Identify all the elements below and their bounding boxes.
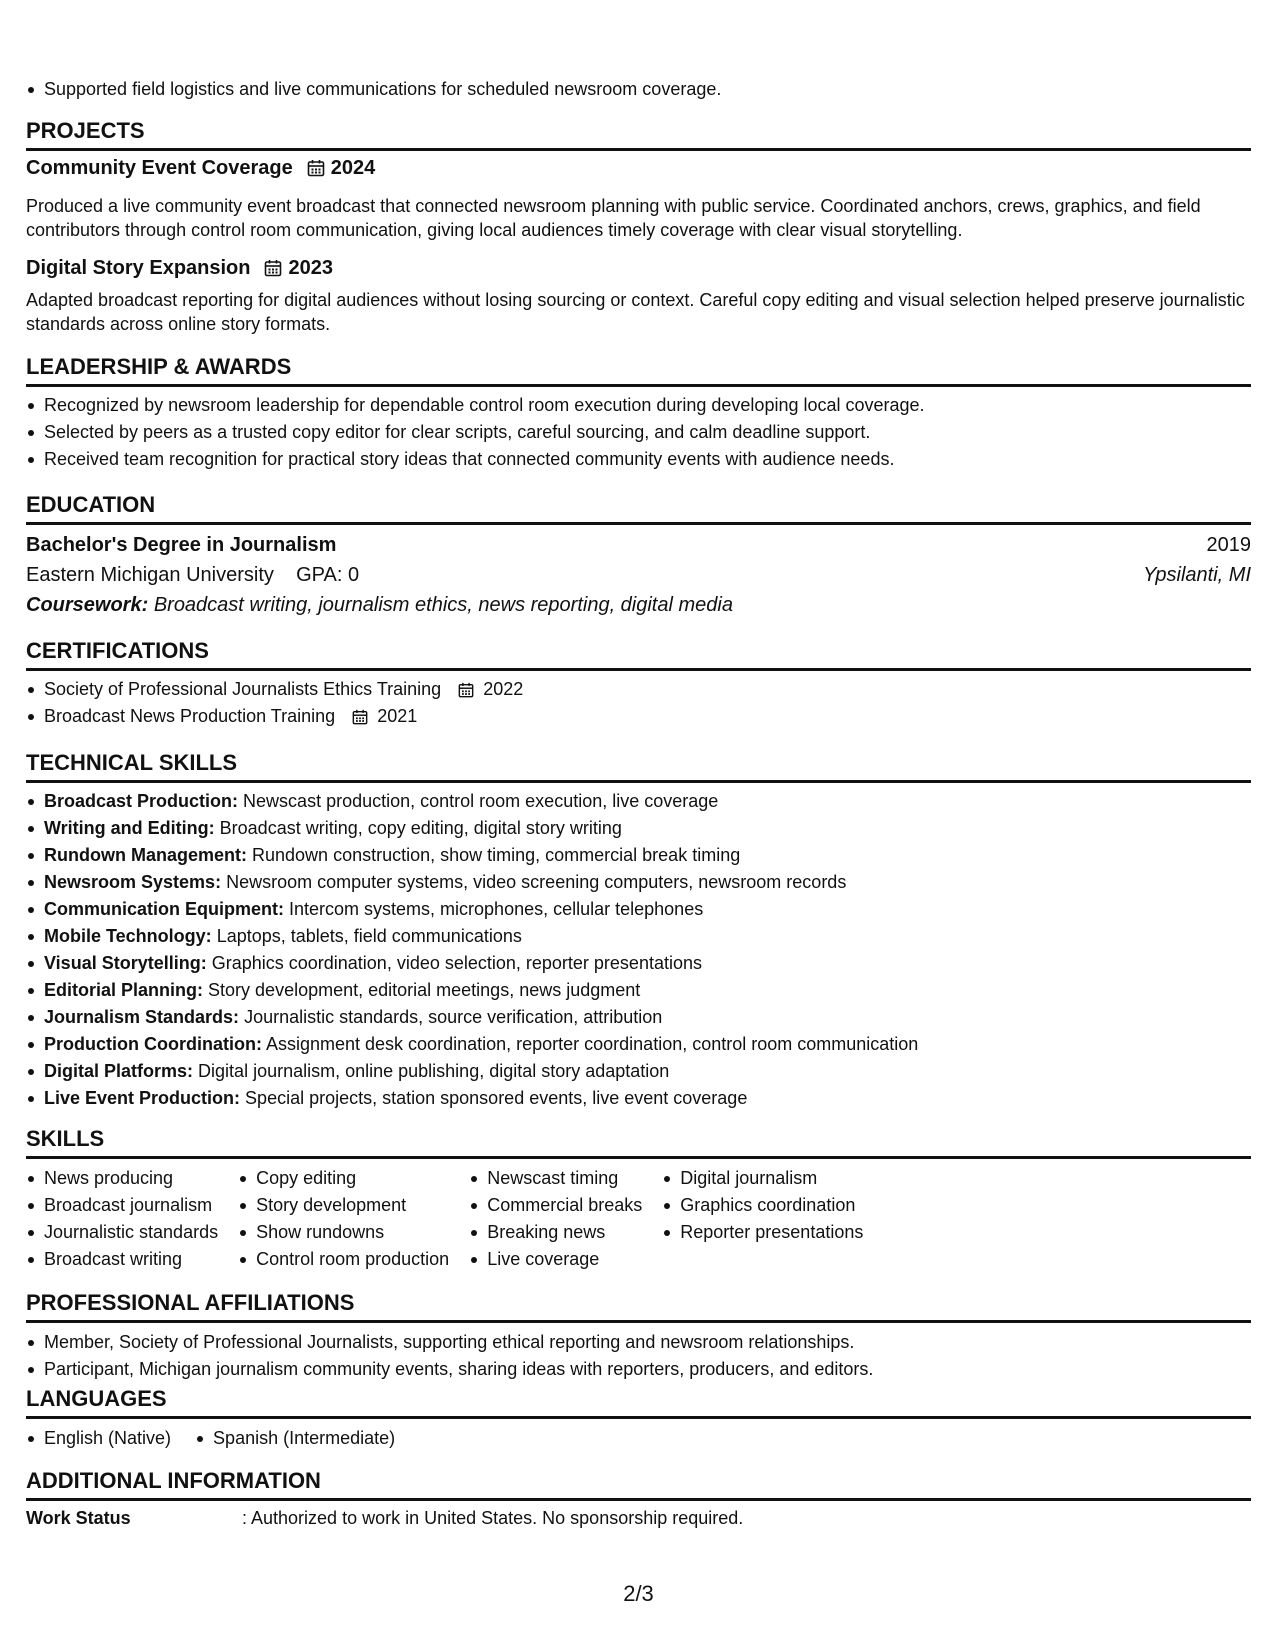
certification-name: Broadcast News Production Training	[44, 706, 336, 726]
skill-value: Newsroom computer systems, video screening computers, newsroom records	[226, 872, 847, 892]
list-item: Broadcast writing	[26, 1246, 218, 1273]
list-item	[26, 815, 918, 842]
list-item: Member, Society of Professional Journalists, supporting ethical reporting and newsroom relationships.	[26, 1329, 873, 1356]
project-name: Community Event Coverage	[26, 157, 293, 179]
section-heading-affiliations: PROFESSIONAL AFFILIATIONS	[26, 1290, 1251, 1323]
skill-value: Journalistic standards, source verification, attribution	[244, 1007, 663, 1027]
work-status-value: : Authorized to work in United States. No sponsorship required.	[242, 1508, 744, 1528]
affiliations-list	[26, 1329, 873, 1383]
list-item: Received team recognition for practical story ideas that connected community events with audience needs.	[26, 446, 925, 473]
list-item	[26, 923, 918, 950]
project-year: 2024	[330, 157, 376, 179]
project-title	[26, 155, 375, 181]
section-heading-education: EDUCATION	[26, 492, 1251, 525]
skills-columns	[26, 1165, 883, 1273]
skill-label: Journalism Standards:	[44, 1007, 240, 1027]
project-name: Digital Story Expansion	[26, 257, 251, 279]
list-item: Show rundowns	[238, 1219, 449, 1246]
page-number: 2/3	[623, 1581, 654, 1606]
list-item: Participant, Michigan journalism community events, sharing ideas with reporters, producers, and editors.	[26, 1356, 873, 1383]
school-name: Eastern Michigan University	[26, 564, 274, 586]
list-item: Story development	[238, 1192, 449, 1219]
project-year: 2023	[288, 257, 333, 279]
list-item: Spanish (Intermediate)	[195, 1425, 395, 1452]
list-item	[26, 842, 918, 869]
calendar-icon	[307, 159, 325, 177]
list-item: Recognized by newsroom leadership for dependable control room execution during developing local coverage.	[26, 392, 925, 419]
skill-label: Rundown Management:	[44, 845, 247, 865]
list-item: Breaking news	[469, 1219, 642, 1246]
list-item: Digital journalism	[662, 1165, 863, 1192]
list-item	[26, 1085, 918, 1112]
resume-page	[26, 0, 1251, 1650]
skill-value: Intercom systems, microphones, cellular telephones	[289, 899, 704, 919]
school-info	[26, 561, 359, 589]
certification-year: 2021	[377, 706, 418, 726]
list-item: Journalistic standards	[26, 1219, 218, 1246]
coursework-value: Broadcast writing, journalism ethics, news reporting, digital media	[153, 594, 733, 616]
certification-year: 2022	[483, 679, 524, 699]
skill-label: Broadcast Production:	[44, 791, 239, 811]
list-item: Commercial breaks	[469, 1192, 642, 1219]
section-heading-languages: LANGUAGES	[26, 1386, 1251, 1419]
skill-label: Writing and Editing:	[44, 818, 215, 838]
list-item	[26, 788, 918, 815]
list-item: News producing	[26, 1165, 218, 1192]
list-item	[26, 977, 918, 1004]
coursework	[26, 591, 733, 619]
work-status-label: Work Status	[26, 1508, 131, 1528]
school-location: Ypsilanti, MI	[1143, 564, 1251, 586]
graduation-year: 2019	[1206, 534, 1251, 556]
list-item	[26, 703, 523, 730]
leadership-list	[26, 392, 925, 473]
gpa: GPA: 0	[296, 564, 360, 586]
list-item: Copy editing	[238, 1165, 449, 1192]
skill-label: Live Event Production:	[44, 1088, 241, 1108]
list-item: Control room production	[238, 1246, 449, 1273]
section-heading-technical-skills: TECHNICAL SKILLS	[26, 750, 1251, 783]
project-title	[26, 255, 333, 281]
list-item	[26, 869, 918, 896]
list-item	[26, 950, 918, 977]
skills-column	[238, 1165, 449, 1273]
list-item: Newscast timing	[469, 1165, 642, 1192]
skills-column	[26, 1165, 218, 1273]
calendar-icon	[352, 709, 368, 725]
list-item	[26, 1004, 918, 1031]
skill-value: Laptops, tablets, field communications	[216, 926, 522, 946]
skill-label: Visual Storytelling:	[44, 953, 207, 973]
calendar-icon	[458, 682, 474, 698]
skill-value: Special projects, station sponsored events, live event coverage	[245, 1088, 748, 1108]
skill-label: Digital Platforms:	[44, 1061, 194, 1081]
skill-value: Rundown construction, show timing, commercial break timing	[252, 845, 741, 865]
technical-skills-list	[26, 788, 918, 1112]
list-item	[26, 676, 523, 703]
project-description: Produced a live community event broadcast that connected newsroom planning with public service. Coordinated anchors, crews, graphics, and field contributors through control room communication, giving local audiences timely coverage with clear visual storytelling.	[26, 196, 1201, 240]
section-heading-skills: SKILLS	[26, 1126, 1251, 1159]
certifications-list	[26, 676, 523, 730]
skill-value: Newscast production, control room execution, live coverage	[243, 791, 719, 811]
education-degree-row	[26, 531, 1251, 559]
education-school-row	[26, 561, 1251, 589]
skill-value: Broadcast writing, copy editing, digital story writing	[219, 818, 622, 838]
skills-column	[469, 1165, 642, 1273]
coursework-label: Coursework:	[26, 594, 149, 616]
skill-label: Communication Equipment:	[44, 899, 284, 919]
skill-value: Story development, editorial meetings, news judgment	[208, 980, 641, 1000]
languages-list	[26, 1425, 419, 1452]
skills-column	[662, 1165, 863, 1273]
skill-value: Digital journalism, online publishing, digital story adaptation	[198, 1061, 670, 1081]
certification-name: Society of Professional Journalists Ethics Training	[44, 679, 442, 699]
section-heading-certifications: CERTIFICATIONS	[26, 638, 1251, 671]
list-item: Graphics coordination	[662, 1192, 863, 1219]
section-heading-additional-info: ADDITIONAL INFORMATION	[26, 1468, 1251, 1501]
section-heading-projects: PROJECTS	[26, 118, 1251, 151]
list-item	[26, 1058, 918, 1085]
section-heading-leadership: LEADERSHIP & AWARDS	[26, 354, 1251, 387]
skill-label: Newsroom Systems:	[44, 872, 222, 892]
list-item	[26, 896, 918, 923]
list-item: English (Native)	[26, 1425, 171, 1452]
list-item: Selected by peers as a trusted copy editor for clear scripts, careful sourcing, and calm deadline support.	[26, 419, 925, 446]
skill-label: Editorial Planning:	[44, 980, 204, 1000]
list-item: Supported field logistics and live communications for scheduled newsroom coverage.	[26, 76, 721, 103]
list-item: Broadcast journalism	[26, 1192, 218, 1219]
experience-bullet-list	[26, 76, 721, 103]
skill-label: Mobile Technology:	[44, 926, 212, 946]
calendar-icon	[264, 259, 282, 277]
list-item	[26, 1031, 918, 1058]
degree: Bachelor's Degree in Journalism	[26, 534, 337, 556]
skill-label: Production Coordination:	[44, 1034, 262, 1054]
work-status-row	[26, 1505, 743, 1531]
project-description: Adapted broadcast reporting for digital audiences without losing sourcing or context. Careful copy editing and visual selection helped preserve journalistic standards across online story formats.	[26, 290, 1245, 334]
list-item: Reporter presentations	[662, 1219, 863, 1246]
list-item: Live coverage	[469, 1246, 642, 1273]
skill-value: Graphics coordination, video selection, reporter presentations	[211, 953, 702, 973]
skill-value: Assignment desk coordination, reporter coordination, control room communication	[265, 1034, 919, 1054]
